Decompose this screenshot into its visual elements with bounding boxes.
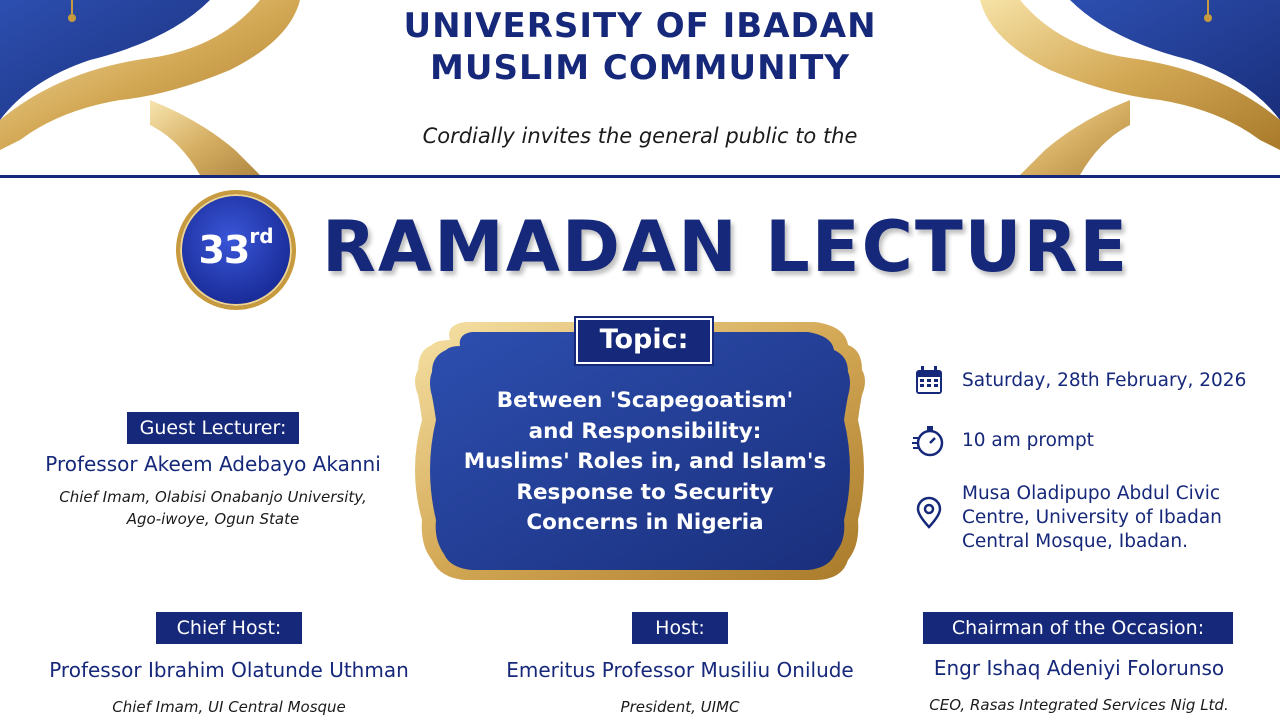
stopwatch-icon xyxy=(912,424,946,458)
chairman-role: CEO, Rasas Integrated Services Nig Ltd. xyxy=(929,696,1229,714)
venue-row xyxy=(912,482,1222,554)
host-role: President, UIMC xyxy=(620,698,740,716)
guest-lecturer-role-line2: Ago-iwoye, Ogun State xyxy=(126,510,300,528)
venue-line: Centre, University of Ibadan xyxy=(962,507,1222,528)
edition-number: 33 xyxy=(198,228,250,272)
event-date: Saturday, 28th February, 2026 xyxy=(962,370,1247,391)
invitation-text: Cordially invites the general public to the xyxy=(422,124,858,148)
time-row xyxy=(912,424,1094,458)
header-divider xyxy=(0,175,1280,178)
topic-text xyxy=(450,386,840,539)
guest-lecturer-role-line1: Chief Imam, Olabisi Onabanjo University, xyxy=(59,488,367,506)
guest-lecturer-name: Professor Akeem Adebayo Akanni xyxy=(45,452,381,476)
right-corner-ornament xyxy=(980,0,1280,175)
topic-line: and Responsibility: xyxy=(528,418,762,444)
chairman-label: Chairman of the Occasion: xyxy=(923,612,1233,644)
topic-line: Muslims' Roles in, and Islam's xyxy=(463,449,827,474)
topic-line: Concerns in Nigeria xyxy=(526,510,764,535)
host-name: Emeritus Professor Musiliu Onilude xyxy=(506,658,854,682)
host-label: Host: xyxy=(632,612,728,644)
guest-lecturer-label: Guest Lecturer: xyxy=(127,412,299,444)
date-row xyxy=(912,364,1246,398)
left-corner-ornament xyxy=(0,0,300,175)
chairman-name: Engr Ishaq Adeniyi Folorunso xyxy=(933,656,1225,680)
topic-line: Response to Security xyxy=(516,479,774,505)
venue-line: Musa Oladipupo Abdul Civic xyxy=(962,483,1221,504)
chief-host-role: Chief Imam, UI Central Mosque xyxy=(112,698,346,716)
chief-host-label: Chief Host: xyxy=(156,612,302,644)
topic-line: Between 'Scapegoatism' xyxy=(496,388,794,413)
org-name-line1: UNIVERSITY OF IBADAN xyxy=(403,6,877,46)
org-name-line2: MUSLIM COMMUNITY xyxy=(430,48,850,88)
event-title: RAMADAN LECTURE xyxy=(322,206,1130,288)
topic-label: Topic: xyxy=(576,318,712,364)
edition-badge xyxy=(176,190,296,310)
venue-line: Central Mosque, Ibadan. xyxy=(962,531,1188,552)
edition-suffix: rd xyxy=(249,224,274,248)
location-pin-icon xyxy=(912,496,946,530)
event-time: 10 am prompt xyxy=(962,430,1094,451)
calendar-icon xyxy=(912,364,946,398)
chief-host-name: Professor Ibrahim Olatunde Uthman xyxy=(49,658,409,682)
event-venue xyxy=(962,482,1222,554)
